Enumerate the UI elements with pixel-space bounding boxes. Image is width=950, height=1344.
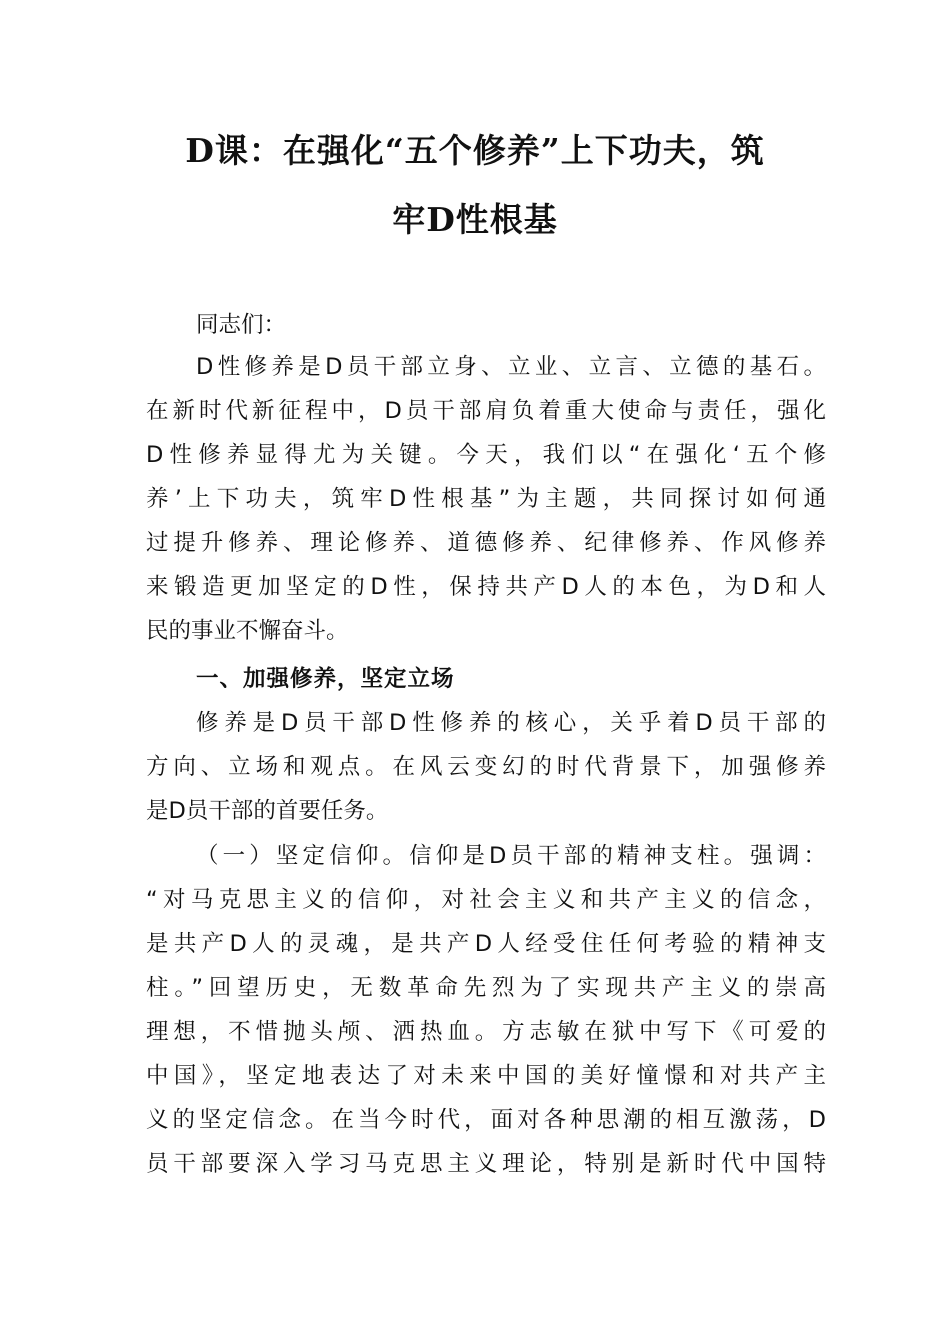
intro-paragraph-line: 在新时代新征程中，D员干部肩负着重大使命与责任，强化 xyxy=(146,398,826,424)
section1-paragraph-line: 方向、立场和观点。在风云变幻的时代背景下，加强修养 xyxy=(146,754,826,780)
greeting: 同志们： xyxy=(196,312,287,338)
document-title-line-2: 牢D性根基 xyxy=(392,200,558,239)
subsection1-paragraph-line: 柱。”回望历史，无数革命先烈为了实现共产主义的崇高 xyxy=(146,975,826,1001)
section1-paragraph-line: 是D员干部的首要任务。 xyxy=(146,798,389,824)
subsection1-paragraph-line: 员干部要深入学习马克思主义理论，特别是新时代中国特 xyxy=(146,1151,826,1177)
intro-paragraph-line: 养’上下功夫，筑牢D性根基”为主题，共同探讨如何通 xyxy=(146,486,826,512)
section-heading-1: 一、加强修养，坚定立场 xyxy=(196,666,455,692)
intro-paragraph-line: D性修养是D员干部立身、立业、立言、立德的基石。 xyxy=(196,354,826,380)
subsection1-paragraph-line: “对马克思主义的信仰，对社会主义和共产主义的信念， xyxy=(146,887,826,913)
intro-paragraph-line: 来锻造更加坚定的D性，保持共产D人的本色，为D和人 xyxy=(146,574,826,600)
intro-paragraph-line: 过提升修养、理论修养、道德修养、纪律修养、作风修养 xyxy=(146,530,826,556)
document-title-line-1: D课：在强化“五个修养”上下功夫，筑 xyxy=(185,131,765,170)
subsection1-paragraph-line: 中国》，坚定地表达了对未来中国的美好憧憬和对共产主 xyxy=(146,1063,826,1089)
subsection1-paragraph-line: 是共产D人的灵魂，是共产D人经受住任何考验的精神支 xyxy=(146,931,826,957)
section1-paragraph-line: 修养是D员干部D性修养的核心，关乎着D员干部的 xyxy=(196,710,826,736)
intro-paragraph-line: 民的事业不懈奋斗。 xyxy=(146,618,349,644)
subsection1-paragraph-line: （一）坚定信仰。信仰是D员干部的精神支柱。强调： xyxy=(196,843,826,869)
subsection1-paragraph-line: 义的坚定信念。在当今时代，面对各种思潮的相互激荡，D xyxy=(146,1107,826,1133)
intro-paragraph-line: D性修养显得尤为关键。今天，我们以“在强化‘五个修 xyxy=(146,442,826,468)
subsection1-paragraph-line: 理想，不惜抛头颅、洒热血。方志敏在狱中写下《可爱的 xyxy=(146,1019,826,1045)
